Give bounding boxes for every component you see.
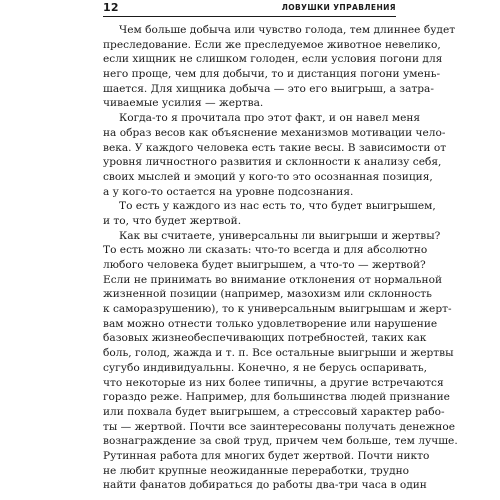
text-line: вознаграждение за свой труд, причем чем больше, тем лучше. (103, 435, 458, 448)
text-line: Рутинная работа для многих будет жертвой. Почти никто (103, 449, 430, 462)
body-text (103, 23, 458, 493)
text-line: любого человека будет выигрышем, а что-то — жертвой? (103, 259, 426, 271)
running-title: ЛОВУШКИ УПРАВЛЕНИЯ (281, 3, 396, 12)
text-line: жизненной позиции (например, мазохизм или склонность (103, 288, 432, 301)
paragraph-1 (103, 23, 456, 111)
text-line: гораздо реже. Например, для большинства людей признание (103, 391, 450, 404)
text-line: Чем больше добыча или чувство голода, тем длиннее будет (119, 24, 456, 36)
text-line: Если не принимать во внимание отклонения от нормальной (103, 273, 443, 286)
text-line: века. У каждого человека есть такие весы. В зависимости от (103, 141, 447, 154)
text-line: ты — жертвой. Почти все заинтересованы получать денежное (103, 420, 455, 433)
text-line: уровня личностного развития и склонности к анализу себя, (103, 156, 442, 169)
text-line: или похвала будет выигрышем, а стрессовый характер рабо- (103, 405, 445, 418)
text-line: к саморазрушению), то к универсальным выигрышам и жерт- (103, 303, 452, 316)
text-line: чиваемые усилия — жертва. (103, 97, 264, 110)
text-line: своих мыслей и эмоций у кого-то это осознанная позиция, (103, 170, 433, 183)
text-line: и то, что будет жертвой. (103, 214, 242, 227)
text-line: преследование. Если же преследуемое животное невелико, (103, 38, 441, 51)
text-line: него проще, чем для добычи, то и дистанция погони умень- (103, 68, 441, 81)
text-line: Как вы считаете, универсальны ли выигрыши и жертвы? (119, 229, 441, 242)
text-line: вам можно отнести только удовлетворение или нарушение (103, 317, 438, 330)
text-line: а у кого-то остается на уровне подсознания. (103, 185, 354, 198)
text-line: То есть можно ли сказать: что-то всегда и для абсолютно (103, 244, 428, 257)
text-line: Когда-то я прочитала про этот факт, и он навел меня (119, 112, 421, 125)
paragraph-4 (103, 229, 458, 493)
page-number: 12 (103, 1, 119, 14)
text-line: То есть у каждого из нас есть то, что будет выигрышем, (119, 200, 436, 213)
text-line: найти фанатов добираться до работы два-три часа в один (103, 479, 427, 492)
text-line: базовых жизнеобеспечивающих потребностей, таких как (103, 332, 427, 345)
text-line: шается. Для хищника добыча — это его выигрыш, а затра- (103, 82, 434, 95)
text-line: не любит крупные неожиданные переработки, трудно (103, 464, 410, 477)
paragraph-3 (103, 199, 436, 228)
paragraph-2 (103, 111, 447, 199)
text-line: сугубо индивидуальны. Конечно, я не берусь оспаривать, (103, 361, 427, 374)
text-line: что некоторые из них более типичны, а другие встречаются (103, 376, 444, 389)
running-head (103, 3, 396, 17)
text-line: на образ весов как объяснение механизмов мотивации чело- (103, 126, 446, 139)
text-line: если хищник не слишком голоден, если условия погони для (103, 53, 443, 66)
text-line: боль, голод, жажда и т. п. Все остальные выигрыши и жертвы (103, 347, 454, 360)
